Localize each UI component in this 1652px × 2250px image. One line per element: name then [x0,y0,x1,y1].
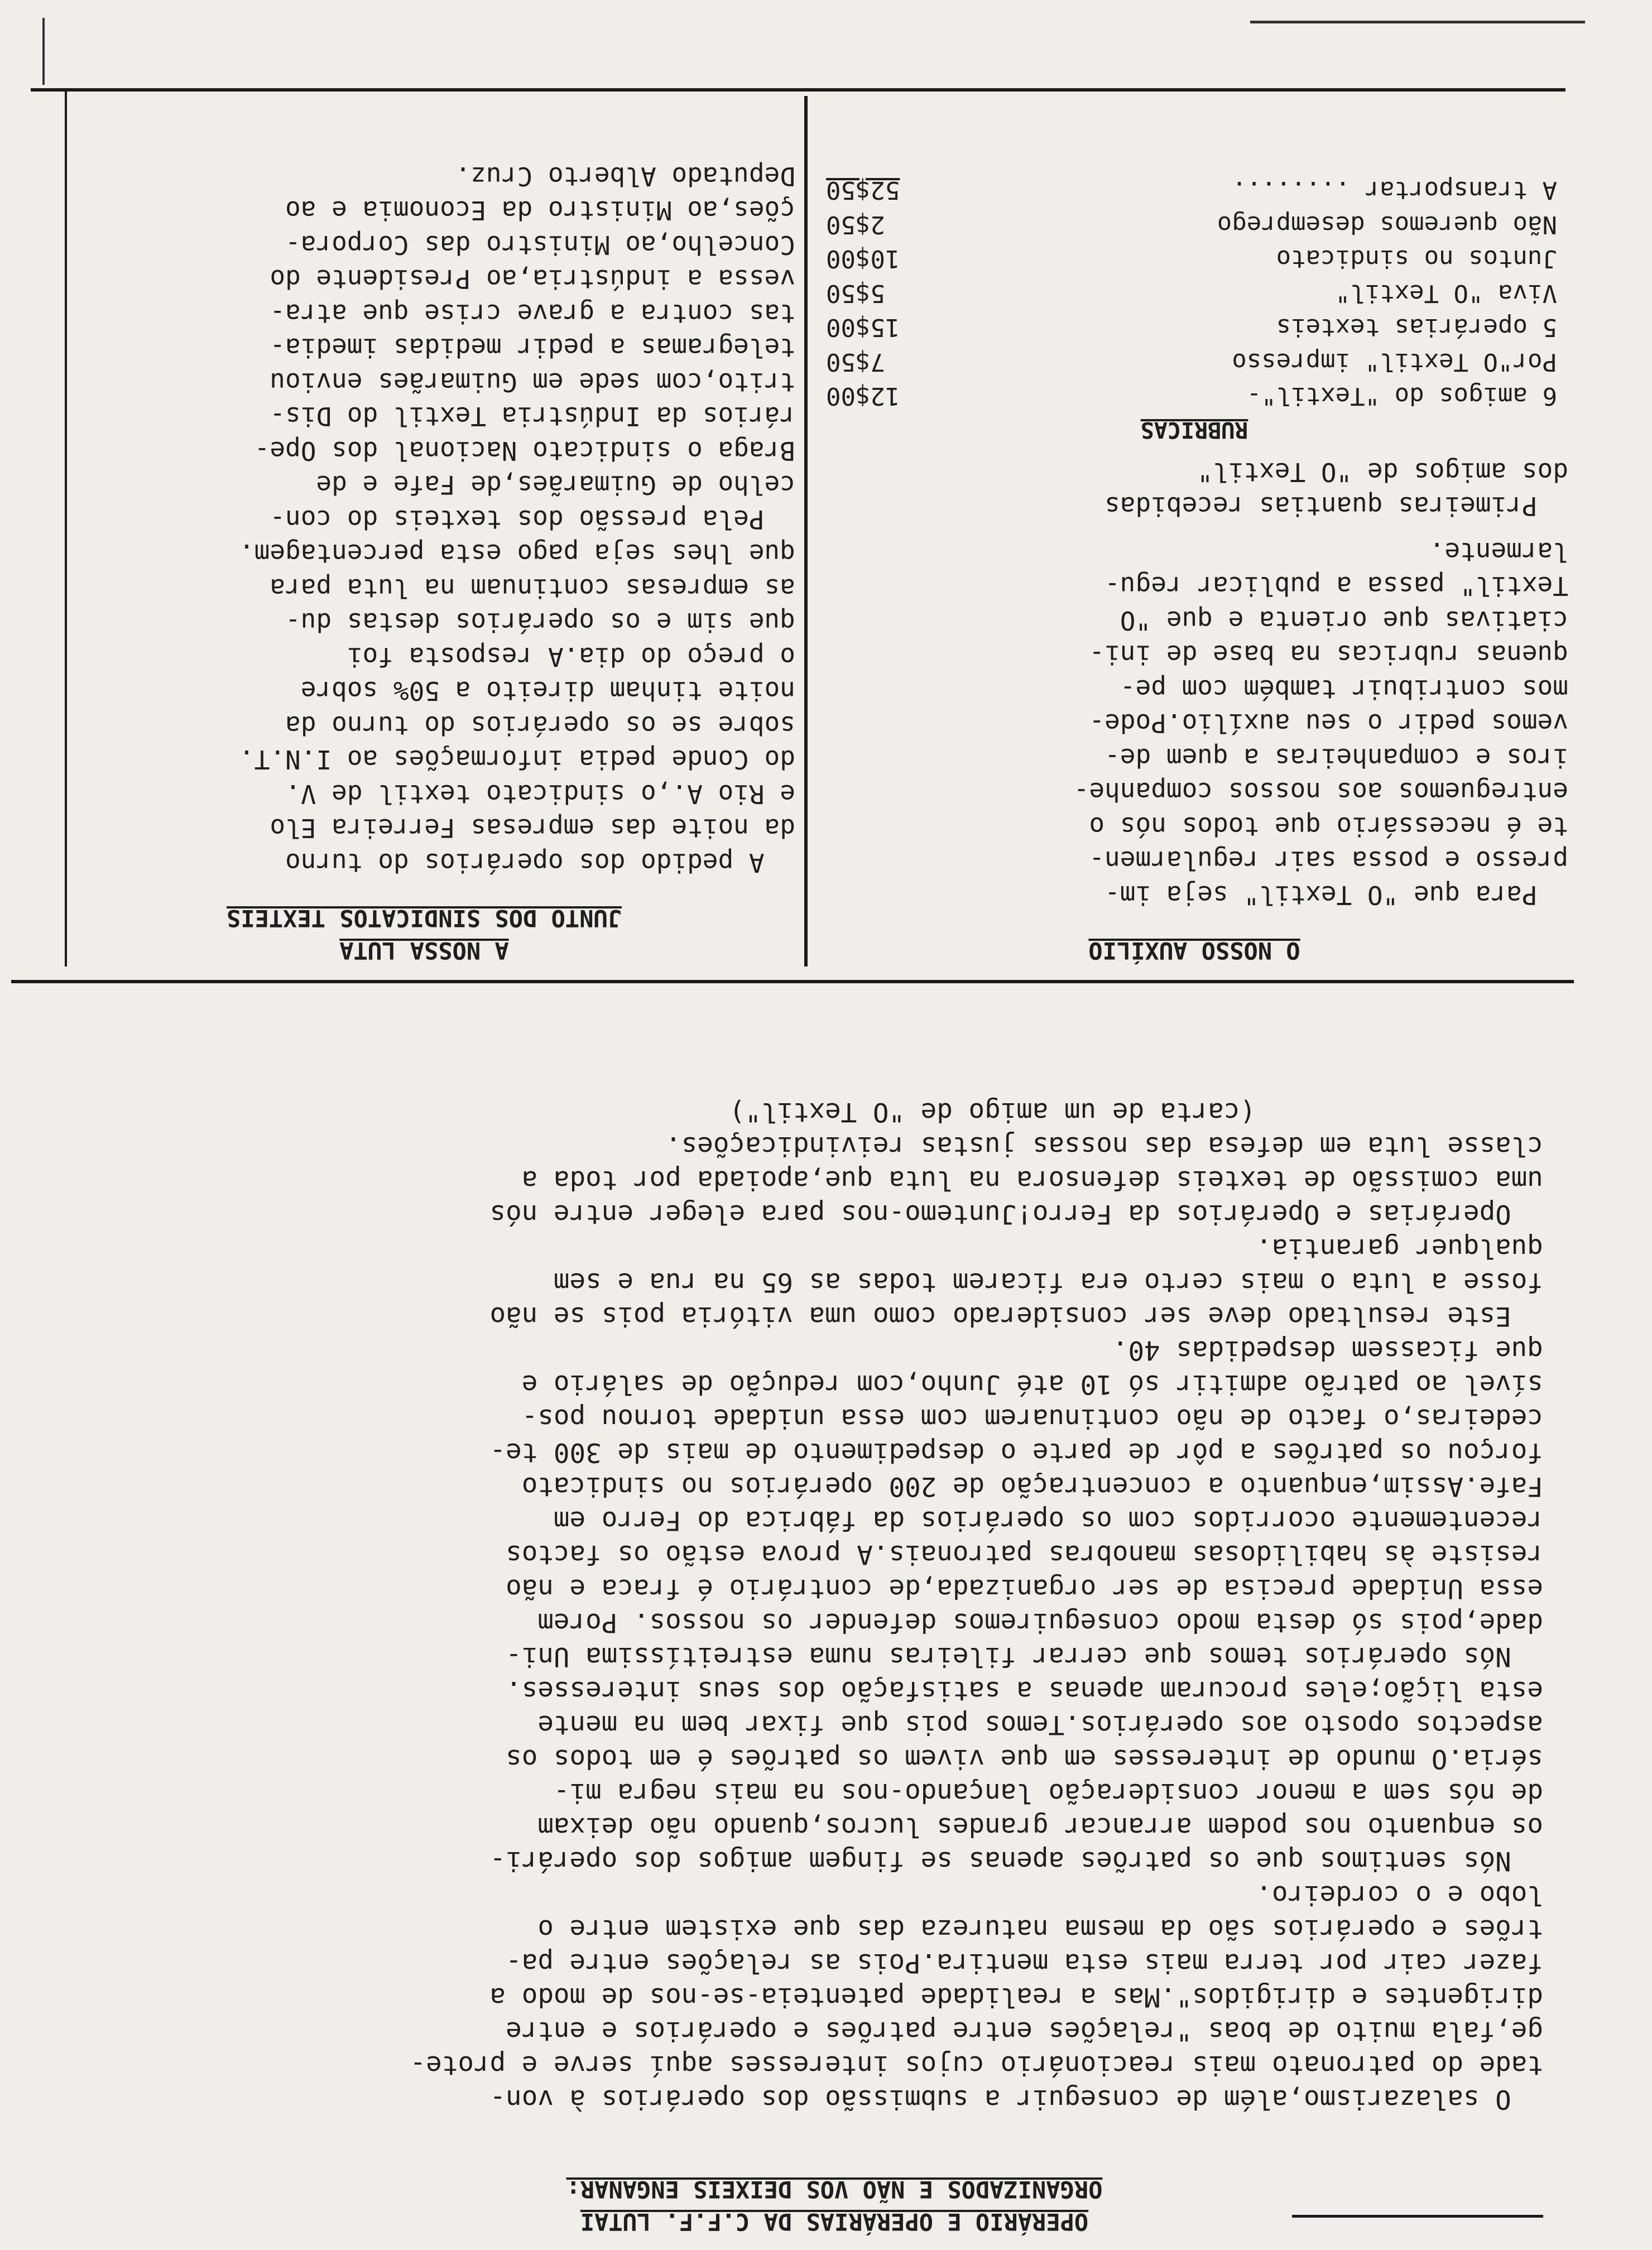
union-news-line: rários da Indústria Textil do Dis- [270,401,795,432]
support-title: O NOSSO AUXÍLIO [1088,937,1300,964]
donation-label: Não queremos desemprego [1217,210,1557,239]
donation-amount: 10$00 [826,244,900,273]
union-news-title-2: JUNTO DOS SINDICATOS TEXTEIS [227,905,622,932]
subscriptions-heading: RUBRICAS [1140,417,1248,443]
article-line: Este resultado deve ser considerado como uma vitória pois se não [489,1301,1543,1331]
union-news-line: que lhes seja pago esta percentagem. [239,539,795,569]
article-line: séria.O mundo de interesses em que vivem os patrões é em todos os [506,1743,1543,1774]
article-line: Nós operários temos que cerrar fileiras numa estreitíssima Uni- [506,1641,1543,1672]
union-news-line: vessa a indústria,ao Presidente do [270,264,795,295]
document-heading [380,2173,1289,2238]
article-line: ge,fala muito de boas "relações entre patrões e operários e entre [506,2016,1543,2046]
donation-amount: 7$50 [826,348,885,376]
donation-label: Viva "O Textil" [1335,279,1557,307]
column-divider [804,96,808,967]
union-news-line: da noite das empresas Ferreira Elo [270,813,795,844]
donation-label: Por"O Textil" impresso [1232,348,1557,376]
article-line: de nós sem a menor consideração lançando-nos na mais negra mi- [553,1777,1543,1808]
bottom-frame-rule [31,88,1565,92]
donation-list [820,173,1568,414]
article-line: resiste às habilidosas manobras patronais.A prova estão os factos [506,1539,1543,1570]
heading-line-2: ORGANIZADOS E NÃO VOS DEIXEIS ENGANAR: [566,2176,1103,2203]
article-signature: (carta de um amigo de "O Textil") [729,1097,1543,1127]
support-line: presso e possa sair regularmen- [1089,845,1568,876]
union-news-title-1: A NOSSA LUTA [339,937,509,964]
union-news-column [53,159,795,967]
article-line: Operárias e Operários da Ferro!Juntemo-nos para eleger entre nós [489,1199,1543,1229]
union-news-line: Pela pressão dos texteis do con- [270,504,795,535]
article-body [92,1095,1543,2116]
support-line: mos contribuir também com pe- [1120,674,1568,704]
article-line: essa Unidade precisa de ser organizada,de contrário é fraca e não [506,1573,1543,1604]
union-news-line: do Conde pedia informações ao I.N.T. [239,744,795,775]
union-news-line: Concelho,ao Ministro das Corpora- [285,230,795,260]
article-line: trões e operários são da mesma natureza das que existem entre o [537,1914,1543,1944]
support-column [820,173,1568,967]
donation-label: Juntos no sindicato [1276,244,1557,273]
union-news-line: noite tinham direito a 50% sobre [300,676,795,706]
support-line: Textil" passa a publicar regu- [1104,571,1568,602]
article-line: lobo e o cordeiro. [1256,1879,1543,1910]
article-line: tade do patronato mais reacionário cujos interesses aquí serve e prote- [410,2050,1543,2080]
article-line: Fafe.Assim,enquanto a concentração de 200 operários no sindicato [521,1471,1543,1502]
union-news-line: tas contra a grave crise que atra- [270,299,795,329]
article-line: esta lição;eles procuram apenas a satisfação dos seus interesses. [506,1675,1543,1706]
support-line: te é necessário que todos nós o [1089,811,1568,842]
union-news-line: que sim e os operários destas du- [285,607,795,638]
donation-total-label: A transportar ........ [1232,176,1557,205]
union-news-line: o preço do dia.A resposta foi [347,642,795,672]
donations-intro-line: dos amigos de "O Textil" [1197,457,1568,487]
support-line: entreguemos aos nossos companhe- [1073,777,1568,807]
support-line: quenas rubricas na base de ini- [1089,640,1568,670]
union-news-line: Deputado Alberto Cruz. [455,161,795,191]
union-news-line: ções,ao Ministro da Economia e ao [285,195,795,226]
donation-amount: 12$00 [826,382,900,411]
donation-amount: 5$50 [826,279,885,307]
donation-row [826,242,1557,276]
union-news-line: as empresas continuam na luta para [270,573,795,603]
article-line: os enquanto nos podem arrancar grandes lucros,quando não deixam [537,1811,1543,1842]
article-line: recentemente ocorridos com os operários da fábrica do Ferro em [553,1505,1543,1536]
support-line: vemos pedir o seu auxílio.Pode- [1089,708,1568,739]
donation-row [826,310,1557,345]
article-line: aspectos oposto aos operários.Temos pois que fixar bem na mente [537,1709,1543,1740]
union-news-line: Braga o sindicato Nacional dos Ope- [254,436,795,466]
union-news-line: telegramas a pedir medidas imedia- [270,333,795,363]
article-line: forçou os patrões a pôr de parte o despedimento de mais de 300 te- [489,1437,1543,1468]
support-line: ciativas que orienta e que "O [1120,605,1568,636]
article-line: dirigentes e dirigidos".Mas a realidade patenteia-se-nos de modo a [489,1982,1543,2012]
article-line: qualquer garantia. [1256,1233,1543,1263]
union-news-line: trito,com sede em Guimarães enviou [270,367,795,397]
article-line: classe luta em defesa das nossas justas reivindicações. [665,1131,1543,1161]
support-line: iros e companheiras a quem de- [1104,743,1568,773]
donations-intro-line: Primeiras quantias recebidas [1104,491,1568,522]
donation-label: 5 operárias texteis [1276,313,1557,342]
donation-row [826,208,1557,242]
article-line: Nós sentimos que os patrões apenas se fingem amigos dos operári- [489,1845,1543,1876]
union-news-line: celho de Guimarães,de Fafe e de [316,470,795,501]
donation-amount: 2$50 [826,210,885,239]
article-line: cedeiras,o facto de não continuarem com essa unidade tornou pos- [521,1403,1543,1434]
binding-mark [42,18,45,85]
union-news-line: sobre se os operários do turno da [285,710,795,741]
heading-line-1: OPERÁRIO E OPERÁRIAS DA C.F.F. LUTAI [580,2208,1089,2235]
article-line: dade,pois só desta modo conseguiremos defender os nossos. Porem [537,1607,1543,1638]
union-news-line: e Rio A.,o sindicato textil de V. [285,779,795,809]
donation-row [826,276,1557,311]
donation-total-row [826,173,1557,208]
article-line: uma comissão de texteis defensora na luta que,apoiada por toda a [521,1165,1543,1195]
donation-row [826,379,1557,414]
page-edge-mark [1250,21,1585,23]
donation-total-amount: 52$50 [826,176,900,205]
heading-rule-left [1292,2215,1543,2218]
article-line: que ficassem despedidas 40. [1112,1335,1543,1366]
article-line: sível ao patrão admitir só 10 até Junho,com redução de salário e [521,1369,1543,1400]
article-line: O salazarismo,além de conseguir a submissão dos operários à von- [489,2084,1543,2114]
union-news-line: A pedido dos operários do turno [285,848,795,878]
article-line: fazer cair por terra mais esta mentira.Pois as relações entre pa- [506,1948,1543,1978]
article-line: fosse a luta o mais certo era ficarem todas as 65 na rua e sem [553,1267,1543,1297]
section-divider [11,980,1574,983]
donation-row [826,345,1557,379]
support-line: larmente. [1429,537,1568,567]
donation-label: 6 amigos do "Textil"- [1246,382,1557,411]
support-line: Para que "O Textil" seja im- [1104,880,1568,910]
donation-amount: 15$00 [826,313,900,342]
